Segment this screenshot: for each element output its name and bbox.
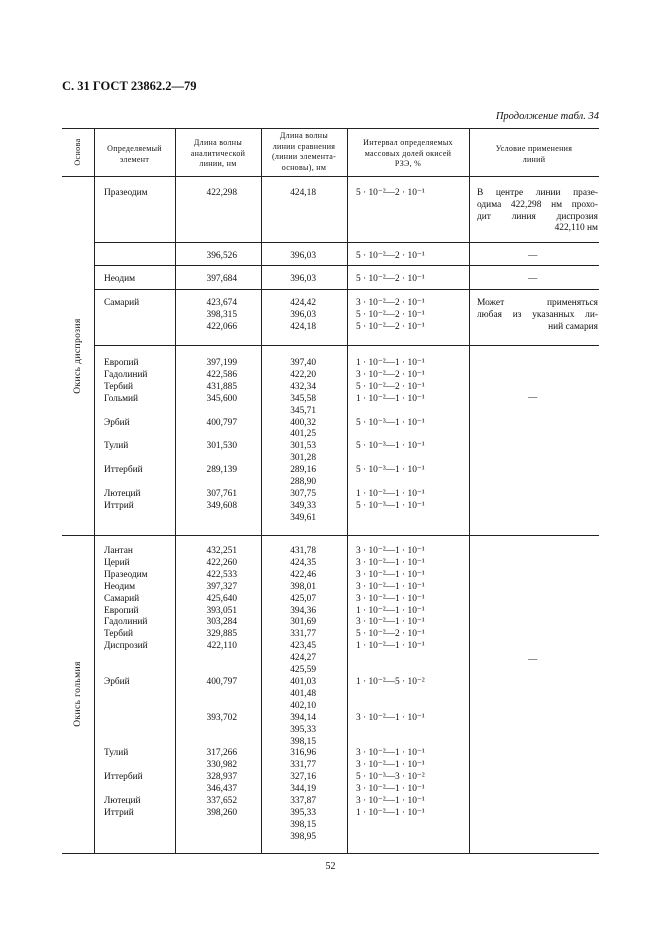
element-name: Лантан Церий Празеодим Неодим Самарий Европий Гадолиний Тербий Диспрозий Эрбий Тулий Иттербий Лютеций Иттрий bbox=[104, 546, 148, 818]
page-number: 52 bbox=[325, 861, 336, 872]
row-separator bbox=[94, 242, 599, 243]
analytical-wavelength: 397,199 422,586 431,885 345,600 400,797 301,530 289,139 307,761 349,608 bbox=[206, 358, 237, 511]
table-continuation-label: Продолжение табл. 34 bbox=[495, 111, 599, 122]
analytical-wavelength: 423,674 398,315 422,066 bbox=[206, 298, 237, 332]
concentration-interval: 5 · 10⁻²—2 · 10⁻¹ bbox=[356, 251, 425, 261]
comparison-wavelength: 431,78 424,35 422,46 398,01 425,07 394,36 301,69 331,77 423,45 424,27 425,59 401,03 401,48 402,10 394,14 395,33 398,15 316,96 331,77 327,16 344,19 337,87 395,33 398,15 398,95 bbox=[290, 546, 316, 842]
element-name: Неодим bbox=[104, 274, 136, 284]
row-separator bbox=[94, 345, 599, 346]
element-name: Европий Гадолиний Тербий Гольмий Эрбий Тулий Иттербий Лютеций Иттрий bbox=[104, 358, 148, 511]
header-bottom-border bbox=[62, 176, 599, 177]
condition-dash: — bbox=[528, 251, 538, 261]
column-border bbox=[347, 128, 348, 853]
header-comparison-line: Длина волны линии сравнения (линии элемента- основы), нм bbox=[271, 131, 337, 172]
concentration-interval: 3 · 10⁻²—1 · 10⁻¹ 3 · 10⁻²—1 · 10⁻¹ 3 · 10⁻²—1 · 10⁻¹ 3 · 10⁻²—1 · 10⁻¹ 3 · 10⁻²—1 · 10⁻¹ 1 · 10⁻²—1 · 10⁻¹ 3 · 10⁻²—1 · 10⁻¹ 5 · 10⁻²—2 · 10⁻¹ 1 · 10⁻²—1 · 10⁻¹ 1 · 10⁻²—5 · 10⁻² 3 · 10⁻²—1 · 10⁻¹ 3 · 10⁻²—1 · 10⁻¹ 3 · 10⁻²—1 · 10⁻¹ 5 · 10⁻³—3 · 10⁻² 3 · 10⁻²—1 · 10⁻¹ 3 · 10⁻²—1 · 10⁻¹ 1 · 10⁻²—1 · 10⁻¹ bbox=[356, 546, 425, 818]
column-border bbox=[261, 128, 262, 853]
row-separator bbox=[94, 265, 599, 266]
comparison-wavelength: 424,18 bbox=[290, 188, 316, 198]
table-bottom-border bbox=[62, 853, 599, 854]
base-holmium-oxide: Окись гольмия bbox=[73, 661, 83, 727]
application-condition: В центре линии празе- одима 422,298 нм прохо- дит линия диспрозия 422,110 нм bbox=[477, 188, 598, 234]
comparison-wavelength: 396,03 bbox=[290, 274, 316, 284]
column-border bbox=[94, 128, 95, 853]
concentration-interval: 1 · 10⁻²—1 · 10⁻¹ 3 · 10⁻²—2 · 10⁻¹ 5 · 10⁻²—2 · 10⁻¹ 1 · 10⁻²—1 · 10⁻¹ 5 · 10⁻³—1 · 10⁻¹ 5 · 10⁻³—1 · 10⁻¹ 5 · 10⁻³—1 · 10⁻¹ 1 · 10⁻²—1 · 10⁻¹ 5 · 10⁻³—1 · 10⁻¹ bbox=[356, 358, 425, 511]
base-dysprosium-oxide: Окись диспрозия bbox=[73, 318, 83, 394]
concentration-interval: 5 · 10⁻²—2 · 10⁻¹ bbox=[356, 188, 425, 198]
column-border bbox=[469, 128, 470, 853]
condition-dash: — bbox=[528, 655, 538, 665]
header-base: Основа bbox=[73, 138, 82, 166]
comparison-wavelength: 397,40 422,20 432,34 345,58 345,71 400,32 401,25 301,53 301,28 289,16 288,90 307,75 349,33 349,61 bbox=[290, 358, 316, 523]
analytical-wavelength: 422,298 bbox=[206, 188, 237, 198]
element-name: Самарий bbox=[104, 298, 140, 308]
application-condition: Может применяться любая из указанных ли- ний самария bbox=[477, 298, 598, 332]
header-interval: Интервал определяемых массовых долей окисей РЗЭ, % bbox=[363, 138, 453, 168]
row-separator bbox=[94, 289, 599, 290]
section-divider bbox=[62, 535, 599, 536]
comparison-wavelength: 424,42 396,03 424,18 bbox=[290, 298, 316, 332]
condition-dash: — bbox=[528, 393, 538, 403]
concentration-interval: 3 · 10⁻²—2 · 10⁻¹ 5 · 10⁻²—2 · 10⁻¹ 5 · 10⁻²—2 · 10⁻¹ bbox=[356, 298, 425, 332]
analytical-wavelength: 397,684 bbox=[206, 274, 237, 284]
analytical-wavelength: 432,251 422,260 422,533 397,327 425,640 393,051 303,284 329,885 422,110 400,797 393,702 317,266 330,982 328,937 346,437 337,652 398,260 bbox=[206, 546, 237, 818]
header-condition: Условие применения линий bbox=[495, 144, 573, 164]
comparison-wavelength: 396,03 bbox=[290, 251, 316, 261]
header-element: Определяемый элемент bbox=[107, 144, 162, 164]
document-header: С. 31 ГОСТ 23862.2—79 bbox=[62, 79, 197, 93]
concentration-interval: 5 · 10⁻²—2 · 10⁻¹ bbox=[356, 274, 425, 284]
table-top-border bbox=[62, 128, 599, 129]
header-analytical-line: Длина волны аналитической линии, нм bbox=[190, 138, 246, 168]
column-border bbox=[175, 128, 176, 853]
analytical-wavelength: 396,526 bbox=[206, 251, 237, 261]
element-name: Празеодим bbox=[104, 188, 148, 198]
condition-dash: — bbox=[528, 274, 538, 284]
